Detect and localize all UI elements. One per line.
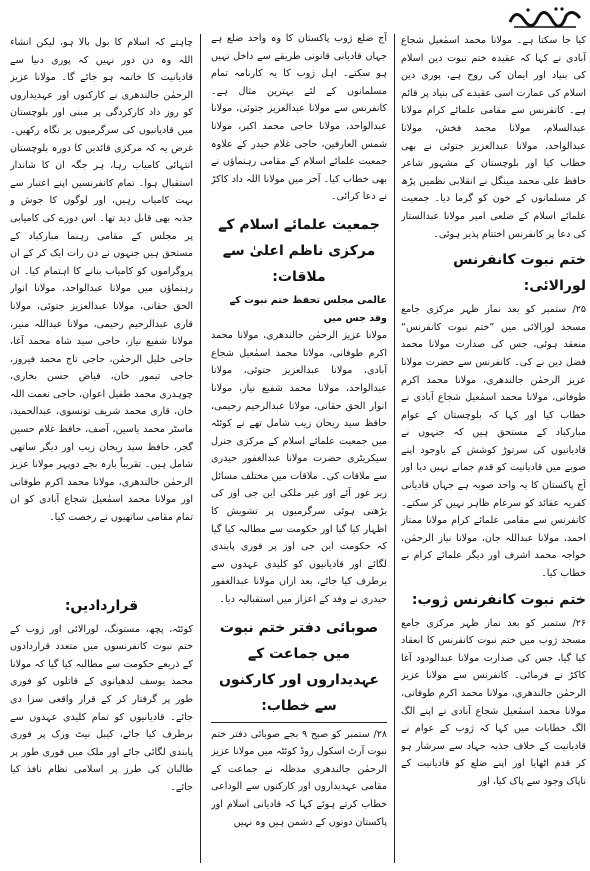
heading-zhob: ختم نبوت کانفرنس ژوب: [411, 591, 586, 608]
right-paragraph-2: ۲۵/ ستمبر کو بعد نماز ظہر مرکزی جامع مسجد لورالائی میں ”ختم نبوت کانفرنس“ منعقد ہوئی، جس کی صدارت مولانا محمد فضل دین نے کی۔ کانفرنس سے حضرت مولانا عزیز الرحمٰن جالندھری، مولانا محمد اکرم طوفانی، مولانا محمد اسمٰعیل شجاع آبادی نے خطاب کیا اور کہا کہ بلوچستان کے عوام مبارکباد کے مستحق ہیں کہ جنہوں نے قادیانیوں کی سرتوڑ کوشش کے باوجود اپنے صوبے میں قادیانیت کو قدم جمانے نہیں دیا اور آج پاکستان کا یہ واحد صوبہ ہے جہاں قادیانی کفریہ عقائد کو سرعام ظاہر نہیں کر سکتے۔ کانفرنس سے مقامی علمائے کرام مولانا ممتاز احمد، مولانا عبداللہ جان، مولانا نیاز الرحمٰن، خواجہ محمد اشرف اور دیگر علمائے کرام نے خطاب کیا۔ [401, 304, 586, 580]
column-divider-right [394, 34, 395, 863]
right-paragraph-3: ۲۶/ ستمبر کو بعد نماز ظہر مرکزی جامع مسجد ژوب میں ختم نبوت کانفرنس کا انعقاد کیا گیا، جس کی صدارت مولانا عبدالودود آغا کاکڑ نے فرمائی۔ کانفرنس سے مولانا عزیز الرحمٰن جالندھری، مولانا محمد اکرم طوفانی، مولانا محمد اسمٰعیل شجاع آبادی نے اپنے الگ الگ خطابات میں کہا کہ ژوب کے عوام نے قادیانیت کے خلاف جذبہ جہاد سے سرشار ہو کر قدم اٹھایا اور اپنے ضلع کو قادیانیت کے ناپاک وجود سے پاک کیا، اور [401, 617, 586, 787]
middle-paragraph-2: مولانا عزیز الرحمٰن جالندھری، مولانا محمد اکرم طوفانی، مولانا محمد اسمٰعیل شجاع آبادی، مولانا عبدالعزیز جتوئی، مولانا عبدالواحد، مولانا محمد شفیع نیاز، مولانا انوار الحق حقانی، مولانا عبدالرحیم رحیمی، حافظ سید ریحان زیب شامل تھے نے کوئٹہ میں جمعیت علمائے اسلام کے مرکزی جنرل سیکریٹری حضرت مولانا عبدالغفور حیدری سے ملاقات کی۔ ملاقات میں مختلف مسائل زیر غور آئے اور غیر ملکی این جی اوز کی بڑھتی ہوئی سرگرمیوں پر تشویش کا اظہار کیا گیا اور حکومت سے مطالبہ کیا گیا کہ حکومت این جی اوز پر فوری پابندی لگائے اور قادیانیوں کو کلیدی عہدوں سے برطرف کیا جائے، بعد ازاں مولانا عبدالغفور حیدری نے وفد کے اعزاز میں استقبالیہ دیا۔ [211, 330, 387, 606]
heading-loralai: ختم نبوت کانفرنس لورالائی: [453, 252, 586, 295]
left-paragraph-1: چاہتے کہ اسلام کا بول بالا ہو، لیکن انشاء اللہ وہ دن دور نہیں کہ پوری دنیا سے قادیانیت کا خاتمہ ہو جائے گا۔ مولانا عزیز الرحمٰن جالندھری نے کارکنوں اور عہدیداروں کو روز داد کارکردگی پر مبنی اور بلوچستان میں قادیانیوں کی سرگرمیوں پر نگاہ رکھیں۔ غرض یہ کہ مرکزی قائدین کا دورہ بلوچستان انتہائی کامیاب رہا، ہر جگہ ان کا شاندار استقبال ہوا۔ تمام کانفرنسیں اپنے اعتبار سے بہت کامیاب رہیں، اور لوگوں کا جوش و جذبہ بھی قابل دید تھا۔ اس دورے کی کامیابی پر مجلس کے مقامی رہنما مبارکباد کے مستحق ہیں جنہوں نے دن رات ایک کر کے ان پروگراموں کو کامیاب بنانے کا اہتمام کیا۔ ان رہنماؤں میں مولانا عبدالواحد، مولانا انوار الحق حقانی، مولانا عبدالعزیز جتوئی، مولانا قاری عبدالرحیم رحیمی، مولانا عبداللہ منیر، مولانا شفیع نیاز، حاجی سید شاہ محمد آغا، حاجی خلیل الرحمٰن، حاجی تاج محمد فیروز، حاجی تیمور خان، فیاض حسن بخاری، چوہدری محمد طفیل اعوان، حاجی نعمت اللہ خان، قاری محمد شریف تونسوی، عبدالحمید، ماسٹر محمد یاسین، آصف، حافظ غلام حسین گجر، حافظ سید ریحان زیب اور دیگر ساتھی شامل ہیں۔ تقریباً بارہ بجے دوپہر مولانا عزیز الرحمٰن جالندھری، مولانا محمد اکرم طوفانی اور مولانا محمد اسمٰعیل شجاع آبادی کو ان تمام مقامی ساتھیوں نے رخصت کیا۔ [10, 37, 193, 524]
middle-column [211, 30, 387, 865]
middle-paragraph-3: ۲۸/ ستمبر کو صبح ۹ بجے صوبائی دفتر ختم نبوت آرٹ اسکول روڈ کوئٹہ میں مولانا عزیز الرحمٰن جالندھری مدظلہ نے جماعت کے مقامی عہدیداروں اور کارکنوں سے الوداعی خطاب کرتے ہوئے کہا کہ قادیانی اسلام اور پاکستان دونوں کے دشمن ہیں وہ نہیں [211, 728, 387, 828]
middle-paragraph-1: آج ضلع ژوب پاکستان کا وہ واحد ضلع ہے جہاں قادیانی قانونی طریقے سے داخل نہیں ہو سکتے۔ اہل ژوب کا یہ کارنامہ تمام مسلمانوں کے لئے بہترین مثال ہے۔ کانفرنس سے مولانا عبدالعزیز جتوئی، مولانا عبدالواحد، مولانا حاجی محمد اکبر، مولانا شمس العارفین، حاجی غلام حیدر کے علاوہ جمعیت علمائے اسلام کے مقامی رہنماؤں نے بھی خطاب کیا۔ آخر میں مولانا اللہ داد کاکڑ نے دعا کرائی۔ [211, 33, 387, 203]
middle-lead: عالمی مجلس تحفظ ختم نبوت کے وفد جس میں [229, 294, 387, 324]
left-paragraph-2: کوئٹہ، پچھ، مستونگ، لورالائی اور ژوب کے ختم نبوت کانفرنسوں میں متعدد قراردادوں کے ذریعے حکومت سے مطالبہ کیا گیا کہ مولانا محمد یوسف لدھیانوی کے قاتلوں کو فوری طور پر گرفتار کر کے قرار واقعی سزا دی جائے۔ قادیانیوں کو تمام کلیدی عہدوں سے برطرف کیا جائے، کیبل نیٹ ورک پر فوری پابندی لگائی جائے اور ملک میں فوری طور پر طالبان کی طرز پر اسلامی نظام نافذ کیا جائے۔ [10, 623, 193, 793]
right-paragraph-1: کیا جا سکتا ہے۔ مولانا محمد اسمٰعیل شجاع آبادی نے کہا کہ عقیدہ ختم نبوت دین اسلام کی بنیاد اور ایمان کی روح ہے، پوری دین اسلام کی عمارت اسی عقیدے کی بنیاد پر قائم ہے۔ کانفرنس سے مقامی علمائے کرام مولانا عبدالسلام، مولانا محمد فخش، مولانا عبدالواحد، مولانا عبدالعزیز جتوئی نے بھی خطاب کیا اور بلوچستان کے مشہور شاعر حافظ علی محمد مینگل نے انقلابی نظمیں پڑھ کر مسلمانوں کے خون کو گرما دیا۔ جمعیت علمائے اسلام کے ضلعی امیر مولانا عبدالستار کی دعا پر کانفرنس اختتام پذیر ہوئی۔ [401, 35, 586, 240]
heading-resolutions: قراردادیں: [64, 597, 139, 614]
left-column [10, 34, 193, 865]
divider-line [211, 722, 387, 723]
heading-jui-meeting: جمعیت علمائے اسلام کے مرکزی ناظم اعلیٰ سے ملاقات: [218, 216, 380, 285]
column-divider-left [200, 34, 201, 863]
khatm-e-nabuwat-logo [506, 2, 584, 32]
right-column [401, 32, 586, 865]
spacer [10, 527, 193, 587]
heading-provincial-office: صوبائی دفتر ختم نبوت میں جماعت کے عہدیداروں اور کارکنوں سے خطاب: [218, 619, 380, 714]
